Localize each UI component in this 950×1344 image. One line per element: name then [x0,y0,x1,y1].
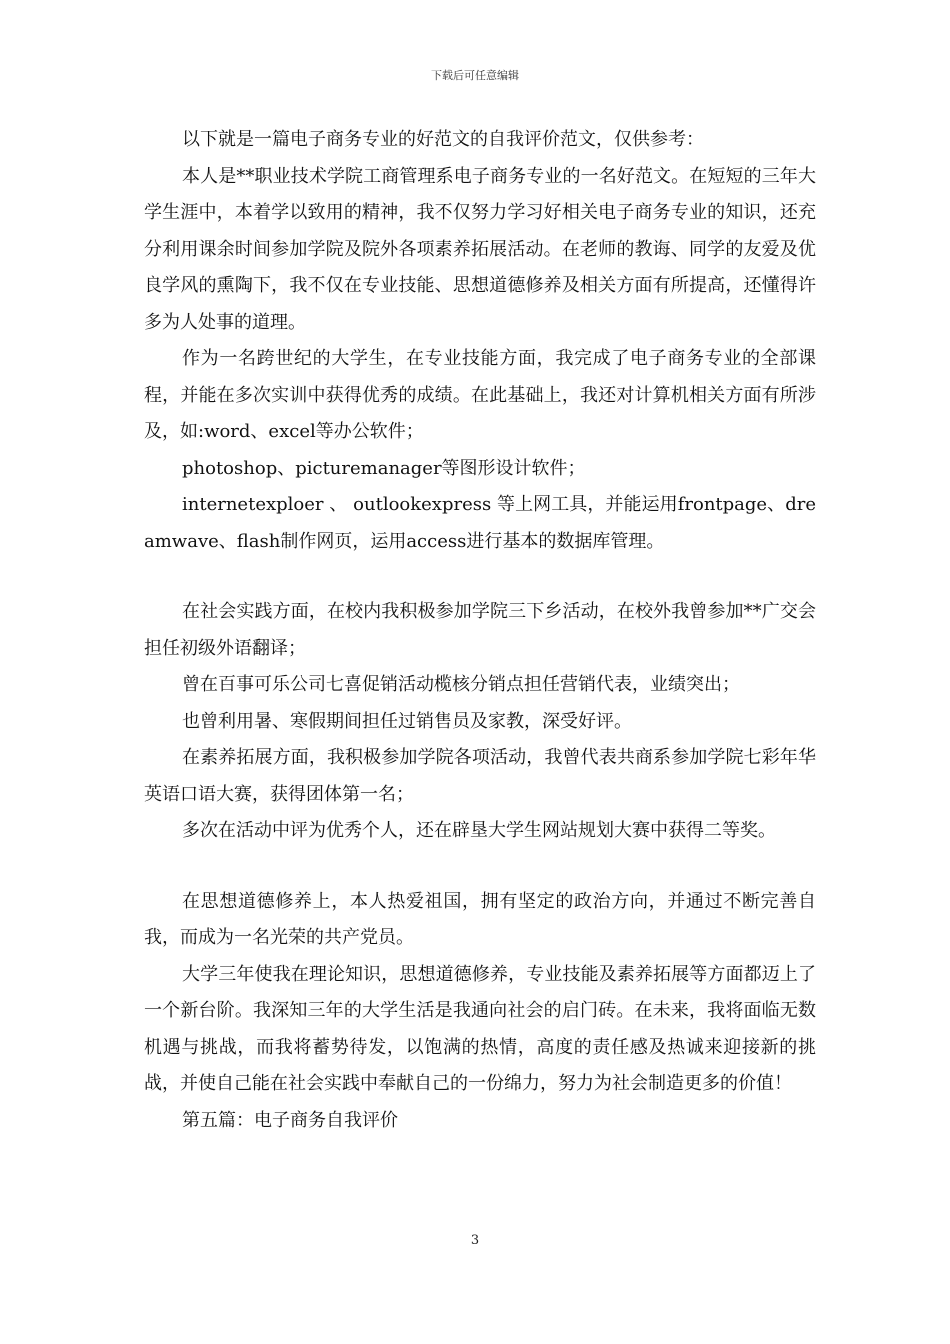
paragraph-next-section-title: 第五篇：电子商务自我评价 [182,1109,398,1131]
page-number: 3 [470,1233,480,1248]
paragraph-social-practice: 在社会实践方面，在校内我积极参加学院三下乡活动，在校外我曾参加**广交会担任初级外语翻译； [144,601,816,659]
paragraph-design-software: photoshop、picturemanager等图形设计软件； [182,457,586,479]
document-body [144,122,816,1139]
paragraph-intro: 以下就是一篇电子商务专业的好范文的自我评价范文，仅供参考： [182,129,704,150]
paragraph-activities: 在素养拓展方面，我积极参加学院各项活动，我曾代表共商系参加学院七彩年华英语口语大赛，获得团体第一名； [144,747,816,805]
paragraph-sales-representative: 曾在百事可乐公司七喜促销活动榄核分销点担任营销代表，业绩突出； [182,674,740,695]
paragraph-self-introduction: 本人是**职业技术学院工商管理系电子商务专业的一名好范文。在短短的三年大学生涯中，本着学以致用的精神，我不仅努力学习好相关电子商务专业的知识，还充分利用课余时间参加学院及院外各项素养拓展活动。在老师的教诲、同学的友爱及优良学风的熏陶下，我不仅在专业技能、思想道德修养及相关方面有所提高，还懂得许多为人处事的道理。 [144,165,816,333]
paragraph-part-time-work: 也曾利用暑、寒假期间担任过销售员及家教，深受好评。 [182,710,632,732]
paragraph-conclusion: 大学三年使我在理论知识，思想道德修养，专业技能及素养拓展等方面都迈上了一个新台阶。我深知三年的大学生活是我通向社会的启门砖。在未来，我将面临无数机遇与挑战，而我将蓄势待发，以饱满的热情，高度的责任感及热诚来迎接新的挑战，并使自己能在社会实践中奉献自己的一份绵力，努力为社会制造更多的价值！ [144,963,816,1094]
paragraph-moral-cultivation: 在思想道德修养上，本人热爱祖国，拥有坚定的政治方向，并通过不断完善自我，而成为一名光荣的共产党员。 [144,890,816,948]
paragraph-awards: 多次在活动中评为优秀个人，还在辟垦大学生网站规划大赛中获得二等奖。 [182,820,776,841]
paragraph-web-tools: internetexploer 、 outlookexpress 等上网工具，并能运用frontpage、dreamwave、flash制作网页，运用access进行基本的数据库管理。 [144,494,816,552]
paragraph-professional-skills: 作为一名跨世纪的大学生，在专业技能方面，我完成了电子商务专业的全部课程，并能在多次实训中获得优秀的成绩。在此基础上，我还对计算机相关方面有所涉及，如:word、excel等办公软件； [144,348,816,442]
page-header: 下载后可任意编辑 [431,69,519,82]
